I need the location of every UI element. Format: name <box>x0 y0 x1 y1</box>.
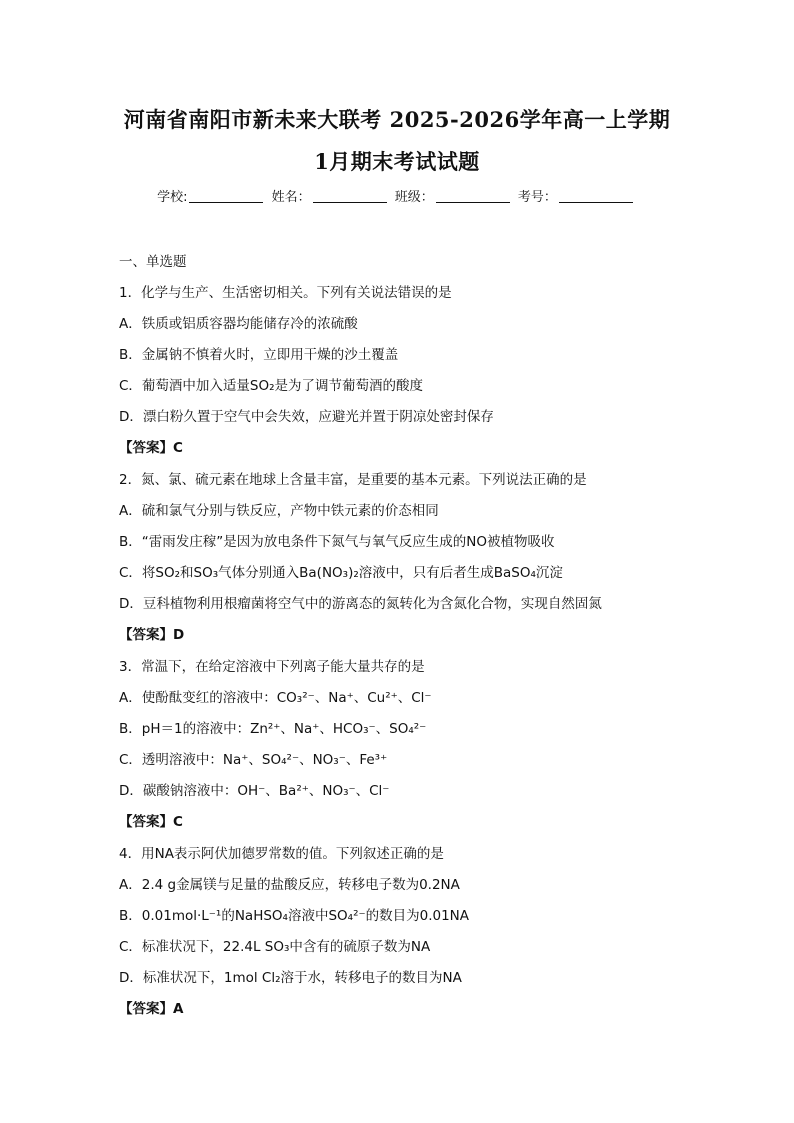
question-4-option-d: D．标准状况下，1mol Cl₂溶于水，转移电子的数目为NA <box>119 970 462 986</box>
class-label: 班级： <box>394 190 434 205</box>
question-3-answer: 【答案】C <box>119 814 183 830</box>
question-3-option-a: A．使酚酞变红的溶液中：CO₃²⁻、Na⁺、Cu²⁺、Cl⁻ <box>119 690 432 706</box>
student-info-row <box>0 186 794 205</box>
question-3-option-d: D．碳酸钠溶液中：OH⁻、Ba²⁺、NO₃⁻、Cl⁻ <box>119 783 390 799</box>
exam-number-blank[interactable] <box>559 190 633 203</box>
question-1-option-d: D．漂白粉久置于空气中会失效，应避光并置于阴凉处密封保存 <box>119 409 494 425</box>
question-2-option-a: A．硫和氯气分别与铁反应，产物中铁元素的价态相同 <box>119 503 439 519</box>
question-2-stem: 2．氮、氯、硫元素在地球上含量丰富，是重要的基本元素。下列说法正确的是 <box>119 472 587 488</box>
question-4-stem: 4．用NA表示阿伏加德罗常数的值。下列叙述正确的是 <box>119 846 444 862</box>
name-blank[interactable] <box>313 190 387 203</box>
question-1-option-c: C．葡萄酒中加入适量SO₂是为了调节葡萄酒的酸度 <box>119 378 424 394</box>
question-2-option-c: C．将SO₂和SO₃气体分别通入Ba(NO₃)₂溶液中，只有后者生成BaSO₄沉淀 <box>119 565 563 581</box>
question-1-option-a: A．铁质或铝质容器均能储存冷的浓硫酸 <box>119 316 358 332</box>
school-blank[interactable] <box>189 190 263 203</box>
section-heading: 一、单选题 <box>119 254 187 270</box>
question-4-option-c: C．标准状况下，22.4L SO₃中含有的硫原子数为NA <box>119 939 431 955</box>
question-2-option-d: D．豆科植物利用根瘤菌将空气中的游离态的氮转化为含氮化合物，实现自然固氮 <box>119 596 602 612</box>
class-blank[interactable] <box>436 190 510 203</box>
exam-number-label: 考号： <box>517 190 557 205</box>
question-4-answer: 【答案】A <box>119 1001 184 1017</box>
question-4-option-a: A．2.4 g金属镁与足量的盐酸反应，转移电子数为0.2NA <box>119 877 460 893</box>
question-3-option-c: C．透明溶液中：Na⁺、SO₄²⁻、NO₃⁻、Fe³⁺ <box>119 752 388 768</box>
question-4-option-b: B．0.01mol·L⁻¹的NaHSO₄溶液中SO₄²⁻的数目为0.01NA <box>119 908 469 924</box>
question-1-answer: 【答案】C <box>119 440 183 456</box>
question-3-stem: 3．常温下，在给定溶液中下列离子能大量共存的是 <box>119 659 425 675</box>
question-1-option-b: B．金属钠不慎着火时，立即用干燥的沙土覆盖 <box>119 347 399 363</box>
question-2-answer: 【答案】D <box>119 627 185 643</box>
name-label: 姓名： <box>271 190 311 205</box>
question-2-option-b: B．“雷雨发庄稼”是因为放电条件下氮气与氧气反应生成的NO被植物吸收 <box>119 534 555 550</box>
exam-title-line1: 河南省南阳市新未来大联考 2025-2026学年高一上学期 <box>123 107 671 132</box>
question-3-option-b: B．pH＝1的溶液中：Zn²⁺、Na⁺、HCO₃⁻、SO₄²⁻ <box>119 721 427 737</box>
school-label: 学校: <box>157 190 188 205</box>
exam-title-line2: 1月期末考试试题 <box>314 149 480 174</box>
question-1-stem: 1．化学与生产、生活密切相关。下列有关说法错误的是 <box>119 285 452 301</box>
